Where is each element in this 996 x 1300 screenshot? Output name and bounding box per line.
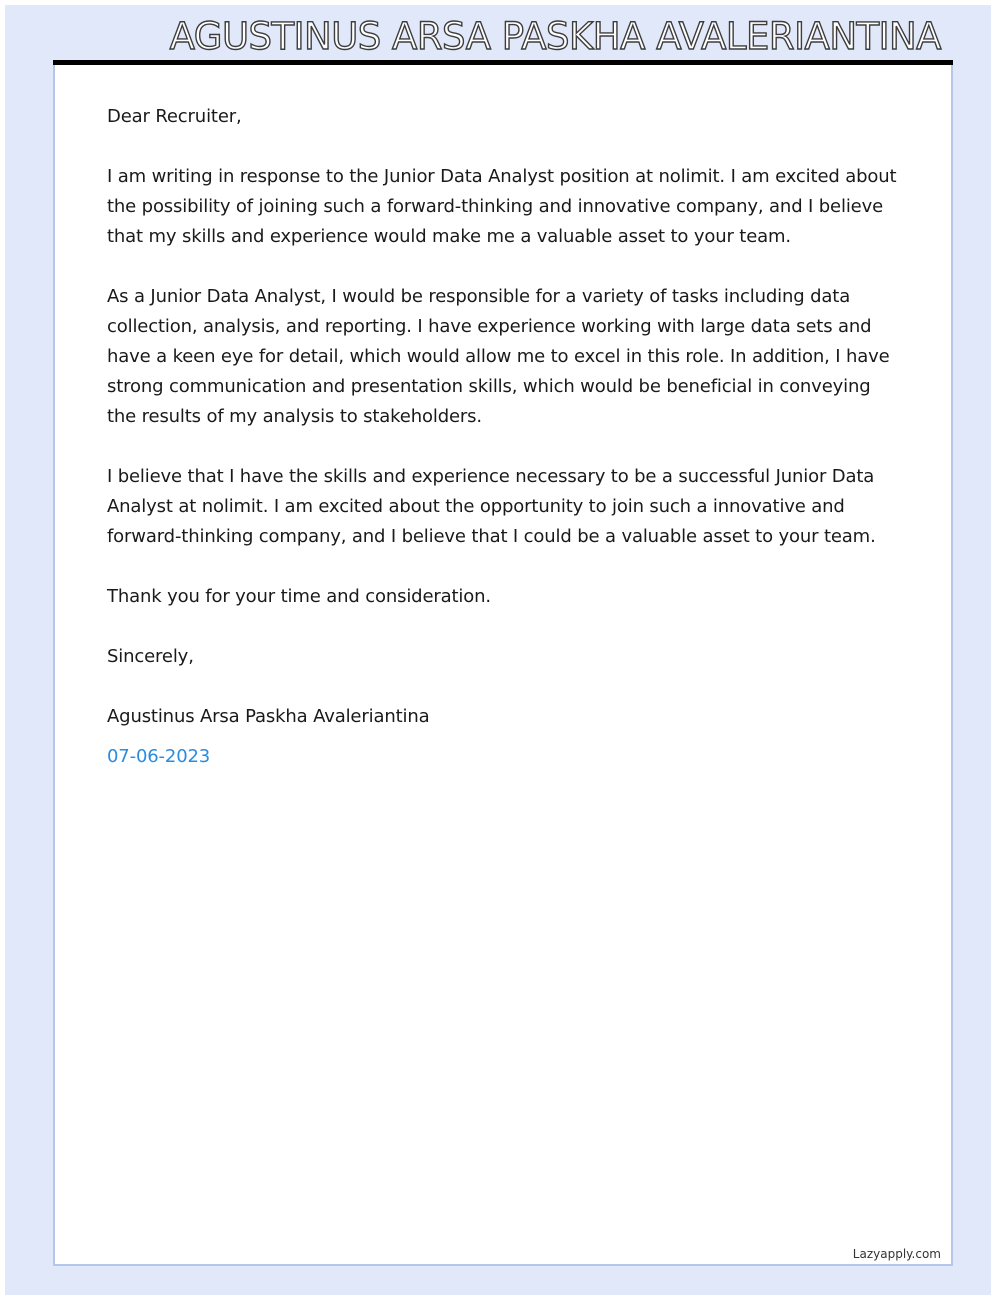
letter-paragraph-1: I am writing in response to the Junior Data Analyst position at nolimit. I am excited about the possibility of joining such a forward-thinking and innovative company, and I believe that my skills and experience would make me a valuable asset to your team. [107,166,897,247]
letter-body [107,102,897,772]
letter-closing: Sincerely, [107,646,194,667]
applicant-name-header: AGUSTINUS ARSA PASKHA AVALERIANTINA [169,15,941,58]
letter-page [53,65,953,1266]
letter-paragraph-3: I believe that I have the skills and experience necessary to be a successful Junior Data Analyst at nolimit. I am excited about the opportunity to join such a innovative and forward-thinking company, and I believe that I could be a valuable asset to your team. [107,466,876,547]
footer-watermark: Lazyapply.com [852,1247,941,1261]
letter-signature-name: Agustinus Arsa Paskha Avaleriantina [107,706,430,727]
letter-paragraph-4: Thank you for your time and consideration. [107,586,491,607]
page-background [5,5,991,1295]
letter-paragraph-2: As a Junior Data Analyst, I would be responsible for a variety of tasks including data collection, analysis, and reporting. I have experience working with large data sets and have a keen eye for detail, which would allow me to excel in this role. In addition, I have strong communication and presentation skills, which would be beneficial in conveying the results of my analysis to stakeholders. [107,286,890,427]
letter-salutation: Dear Recruiter, [107,106,242,127]
letter-date: 07-06-2023 [107,746,211,767]
